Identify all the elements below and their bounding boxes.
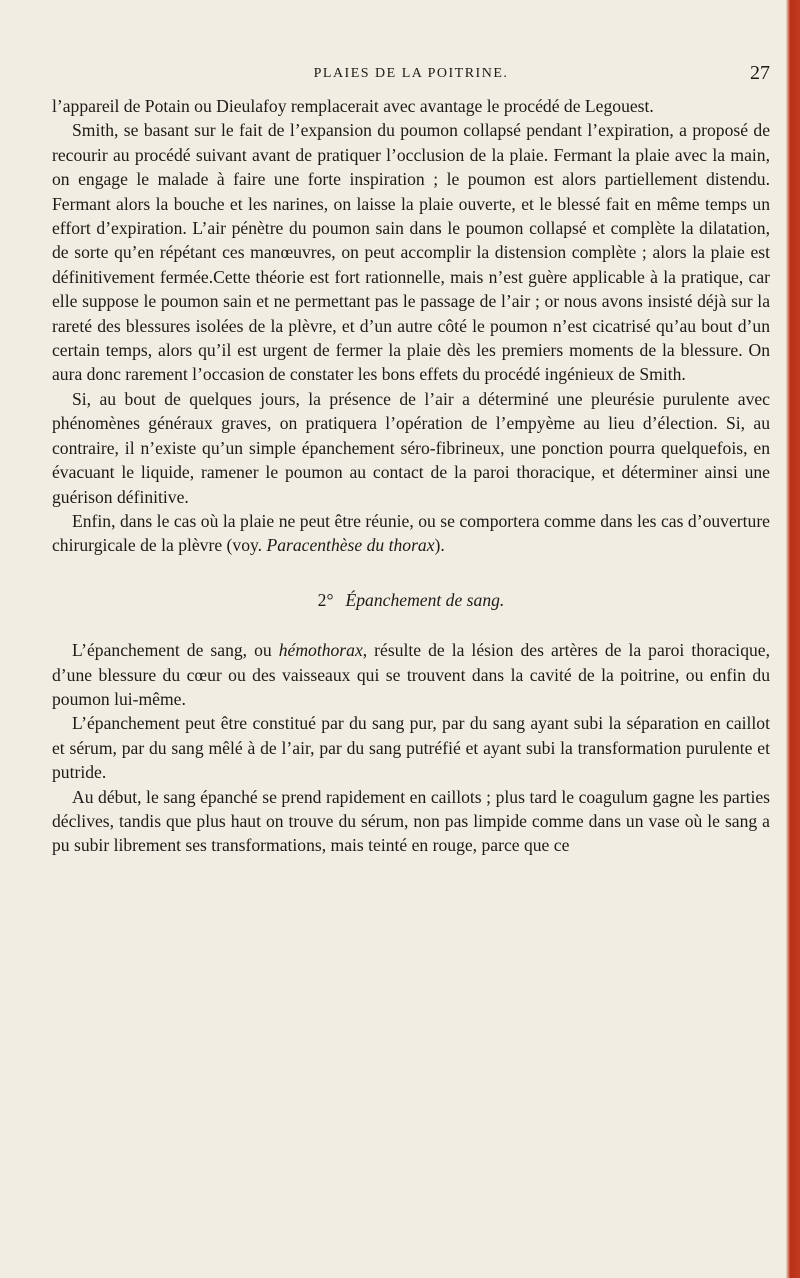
paragraph [52, 509, 770, 558]
paragraph-text: , résulte de la lésion des artères de la paroi thoracique, d’une blessure du cœur ou des vaisseaux qui se trouvent dans la cavité de la poitrine, ou enfin du poumon lui-même. [52, 640, 770, 709]
section-heading: Épanchement de sang. [345, 589, 505, 610]
paragraph: l’appareil de Potain ou Dieulafoy remplacerait avec avantage le procédé de Legouest. [52, 96, 654, 116]
page-number: 27 [750, 62, 770, 84]
section-number: 2° [317, 589, 334, 610]
paragraph [52, 638, 770, 711]
cross-reference: Paracenthèse du thorax [266, 535, 435, 556]
page-header [52, 62, 770, 90]
paragraph-text: L’épanchement de sang, ou [72, 640, 279, 661]
paragraph: Au début, le sang épanché se prend rapidement en caillots ; plus tard le coagulum gagne les parties déclives, tandis que plus haut on trouve du sérum, non pas limpide comme dans un vase où le sang a pu subir librement ses transformations, mais teinté en rouge, parce que ce [52, 786, 770, 856]
paragraph-text: ). [434, 535, 445, 556]
section-title [52, 588, 770, 612]
paragraph: Smith, se basant sur le fait de l’expansion du poumon collapsé pendant l’expiration, a proposé de recourir au procédé suivant avant de pratiquer l’occlusion de la plaie. Fermant la plaie avec la main, on engage le malade à faire une forte inspiration ; le poumon est alors partiellement distendu. Fermant alors la bouche et les narines, on laisse la plaie ouverte, et le blessé fait en même temps un effort d’expiration. L’air pénètre du poumon sain dans le poumon collapsé et complète la dilatation, de sorte qu’en répétant ces manœuvres, on peut accomplir la distension complète ; alors la plaie est définitivement fermée.Cette théorie est fort rationnelle, mais n’est guère applicable à la pratique, car elle suppose le poumon sain et ne permettant pas le passage de l’air ; or nous avons insisté déjà sur la rareté des blessures isolées de la plèvre, et d’un autre côté le poumon n’est cicatrisé qu’au bout d’un certain temps, alors qu’il est urgent de fermer la plaie dès les premiers moments de la blessure. On aura donc rarement l’occasion de constater les bons effets du procédé ingénieux de Smith. [52, 120, 770, 385]
page-edge [786, 0, 800, 1278]
paragraph: Si, au bout de quelques jours, la présence de l’air a déterminé une pleurésie purulente avec phénomènes généraux graves, on pratiquera l’opération de l’empyème au lieu d’élection. Si, au contraire, il n’existe qu’un simple épanchement séro-fibrineux, une ponction pourra quelquefois, en évacuant le liquide, ramener le poumon au contact de la paroi thoracique, et déterminer ainsi une guérison définitive. [52, 388, 770, 507]
running-head: PLAIES DE LA POITRINE. [313, 66, 509, 81]
paragraph: L’épanchement peut être constitué par du sang pur, par du sang ayant subi la séparation en caillot et sérum, par du sang mêlé à de l’air, par du sang putréfié et ayant subi la transformation purulente et putride. [52, 713, 770, 783]
term: hémothorax [278, 640, 363, 661]
page-body [52, 94, 770, 858]
paragraph-text: Enfin, dans le cas où la plaie ne peut être réunie, ou se comportera comme dans les cas d’ouverture chirurgicale de la plèvre (voy. [52, 510, 770, 556]
